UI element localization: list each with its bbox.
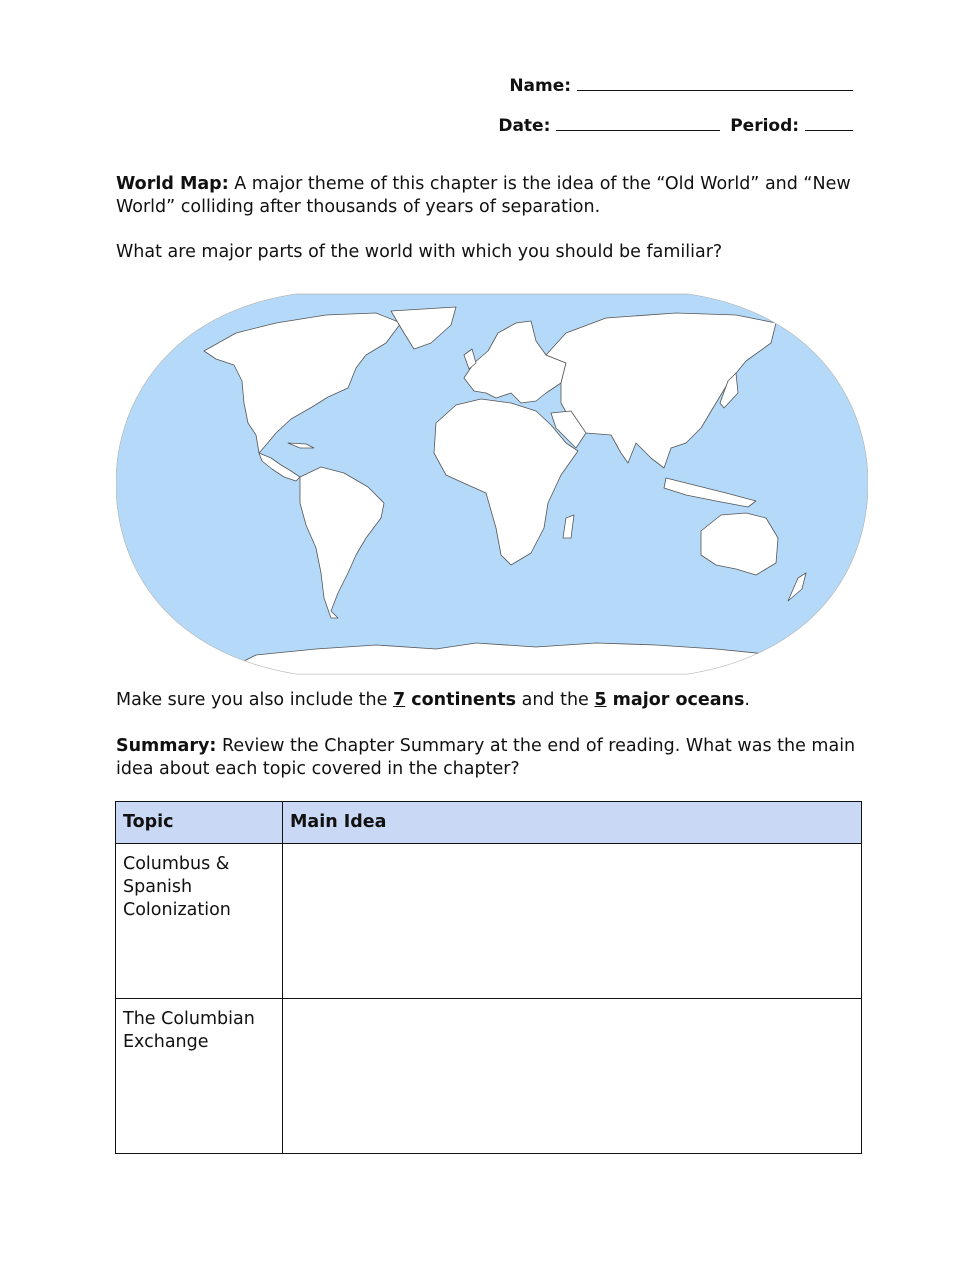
world-map-heading: World Map: (116, 174, 229, 194)
note-prefix: Make sure you also include the (116, 690, 393, 710)
continents-oceans-note (116, 689, 856, 712)
world-map-svg (116, 293, 868, 675)
topic-cell: The Columbian Exchange (116, 999, 283, 1154)
name-label: Name: (509, 76, 572, 96)
name-field[interactable] (577, 76, 853, 91)
period-field[interactable] (805, 116, 853, 131)
oceans-number: 5 (594, 690, 607, 710)
date-row (498, 116, 853, 136)
summary-heading: Summary: (116, 736, 217, 756)
main-idea-cell[interactable] (283, 844, 862, 999)
name-row (509, 76, 853, 96)
note-suffix: . (744, 690, 750, 710)
date-label: Date: (498, 116, 551, 136)
map-question: What are major parts of the world with which you should be familiar? (116, 242, 723, 262)
world-map (116, 293, 868, 675)
summary-table (115, 801, 862, 1154)
period-label: Period: (730, 116, 800, 136)
oceans-label: major oceans (606, 690, 745, 710)
continents-number: 7 (392, 690, 406, 710)
table-row (116, 999, 862, 1154)
date-field[interactable] (556, 116, 720, 131)
topic-cell: Columbus & Spanish Colonization (116, 844, 283, 999)
world-map-intro (116, 173, 856, 219)
main-idea-cell[interactable] (283, 999, 862, 1154)
table-header-row (116, 802, 862, 844)
table-row (116, 844, 862, 999)
world-map-text: A major theme of this chapter is the idea of the “Old World” and “New World” colliding after thousands of years of separation. (116, 174, 851, 217)
main-idea-header: Main Idea (283, 802, 862, 844)
note-middle: and the (516, 690, 595, 710)
summary-text: Review the Chapter Summary at the end of reading. What was the main idea about each topic covered in the chapter? (116, 736, 856, 779)
topic-header: Topic (116, 802, 283, 844)
summary-instructions (116, 735, 856, 781)
continents-label: continents (405, 690, 517, 710)
